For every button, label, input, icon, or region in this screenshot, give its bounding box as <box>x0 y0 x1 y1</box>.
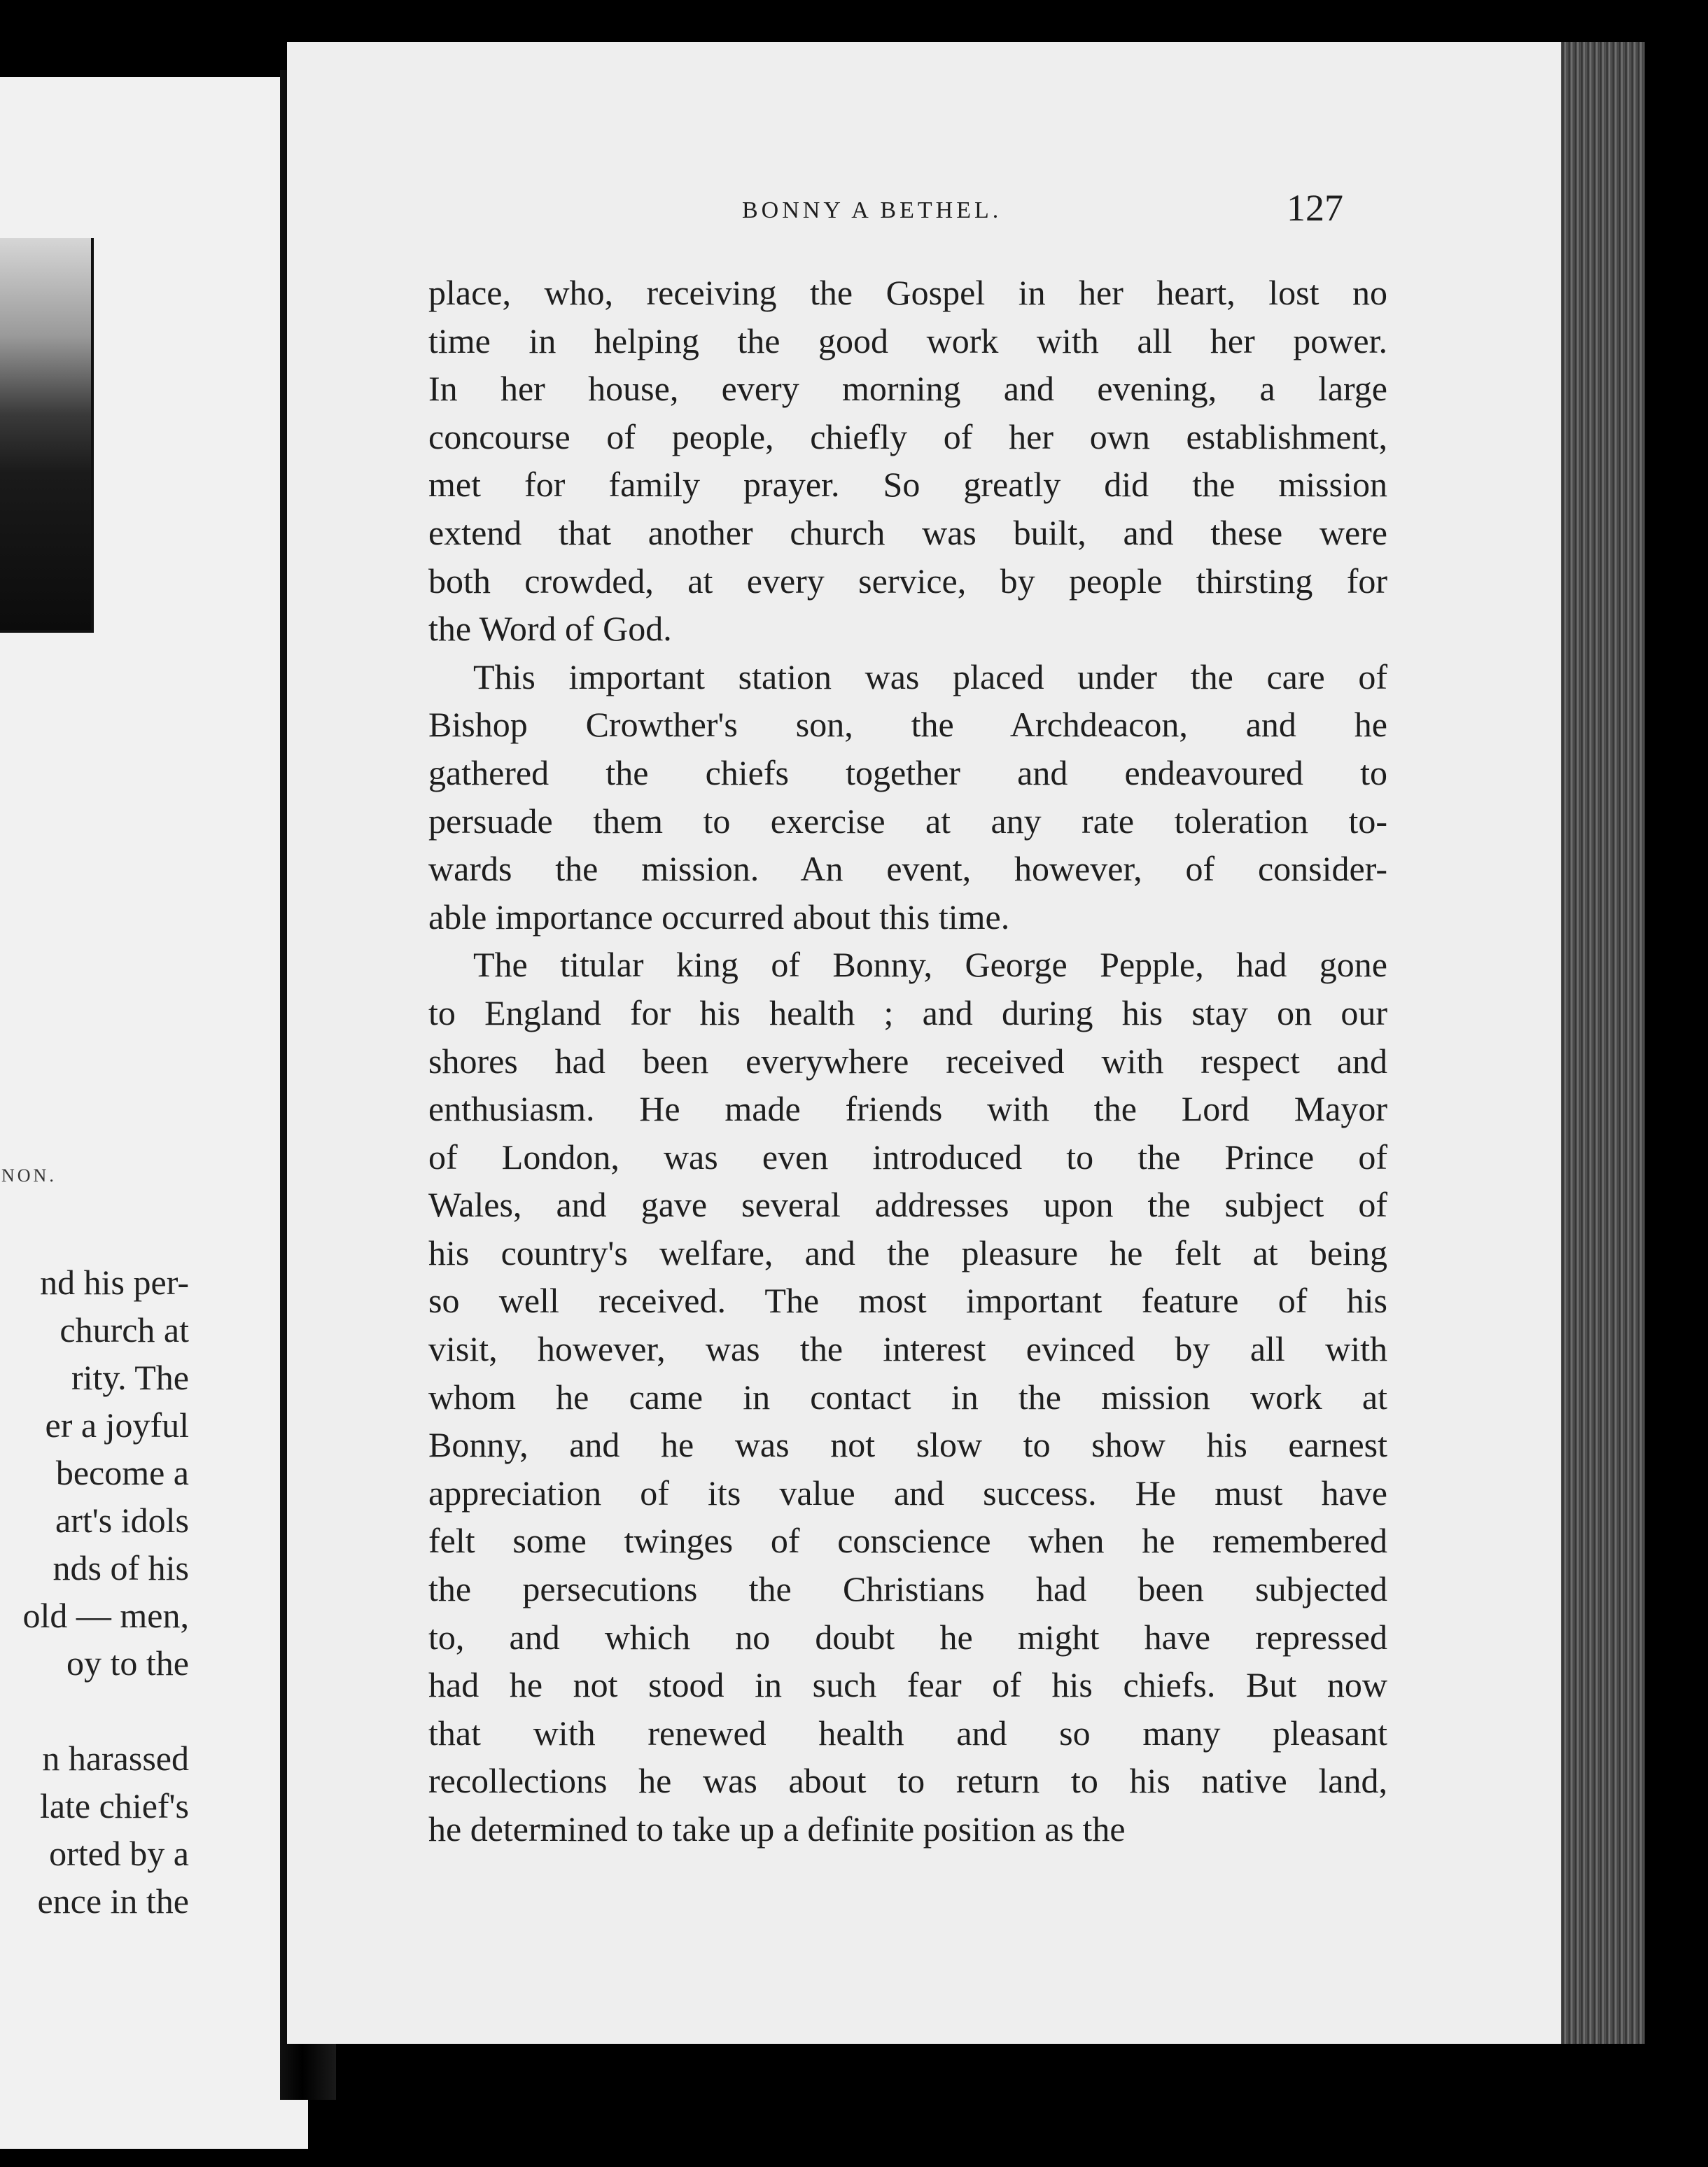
text-line: time in helping the good work with all her power. <box>428 321 1387 360</box>
left-page-caption: NON. <box>1 1165 57 1186</box>
text-line: whom he came in contact in the mission work at <box>428 1377 1387 1417</box>
text-line: visit, however, was the interest evinced by all with <box>428 1329 1387 1369</box>
text-line: wards the mission. An event, however, of consider- <box>428 849 1387 889</box>
left-page-text-line: er a joyful <box>45 1405 189 1445</box>
text-line: In her house, every morning and evening, a large <box>428 369 1387 409</box>
text-line: gathered the chiefs together and endeavoured to <box>428 752 1387 792</box>
text-line: met for family prayer. So greatly did the mission <box>428 465 1387 505</box>
left-page-illustration <box>0 238 94 633</box>
text-line: his country's welfare, and the pleasure he felt at being <box>428 1233 1387 1272</box>
left-page-text-line: become a <box>55 1453 189 1492</box>
left-page-text-line: church at <box>59 1310 189 1349</box>
text-line: Bishop Crowther's son, the Archdeacon, and he <box>428 705 1387 745</box>
paragraph <box>428 653 1387 941</box>
text-line: extend that another church was built, and these were <box>428 512 1387 552</box>
text-line: felt some twinges of conscience when he remembered <box>428 1521 1387 1561</box>
left-page-text-line: old — men, <box>22 1596 189 1635</box>
text-line: Wales, and gave several addresses upon the subject of <box>428 1185 1387 1225</box>
text-line: place, who, receiving the Gospel in her heart, lost no <box>428 273 1387 312</box>
running-head: BONNY A BETHEL. <box>742 197 1002 223</box>
left-page-text-line: ence in the <box>37 1881 189 1921</box>
text-line: able importance occurred about this time. <box>428 897 1010 937</box>
left-page-text-line: orted by a <box>49 1834 189 1873</box>
text-line: Bonny, and he was not slow to show his earnest <box>428 1425 1387 1465</box>
page-number: 127 <box>1287 187 1343 229</box>
left-facing-page <box>0 77 308 2149</box>
left-page-text-line: oy to the <box>66 1643 189 1683</box>
text-line: had he not stood in such fear of his chiefs. But now <box>428 1665 1387 1705</box>
left-page-text-line: n harassed <box>42 1739 189 1778</box>
paragraph <box>428 941 1387 1853</box>
text-line: persuade them to exercise at any rate toleration to- <box>428 801 1387 841</box>
left-page-text-line: late chief's <box>39 1786 189 1825</box>
page-edges <box>1561 42 1645 2044</box>
left-page-text <box>0 1258 189 1925</box>
text-line: he determined to take up a definite position as the <box>428 1809 1126 1849</box>
text-line: appreciation of its value and success. He must have <box>428 1473 1387 1513</box>
text-line: recollections he was about to return to his native land, <box>428 1761 1387 1801</box>
text-line: This important station was placed under the care of <box>473 657 1387 696</box>
text-line: shores had been everywhere received with respect and <box>428 1041 1387 1081</box>
text-line: the Word of God. <box>428 609 672 649</box>
text-line: that with renewed health and so many pleasant <box>428 1713 1387 1753</box>
text-line: to England for his health ; and during his stay on our <box>428 993 1387 1032</box>
left-page-text-line: art's idols <box>55 1501 189 1540</box>
paragraph <box>428 269 1387 653</box>
left-page-text-line: rity. The <box>71 1358 189 1397</box>
text-line: to, and which no doubt he might have repressed <box>428 1617 1387 1657</box>
text-line: concourse of people, chiefly of her own establishment, <box>428 416 1387 456</box>
text-line: so well received. The most important feature of his <box>428 1281 1387 1321</box>
text-line: both crowded, at every service, by people thirsting for <box>428 561 1387 601</box>
text-line: of London, was even introduced to the Prince of <box>428 1137 1387 1177</box>
left-page-text-line: nds of his <box>52 1548 189 1587</box>
body-text <box>428 269 1387 1853</box>
left-page-text-line <box>0 1687 189 1734</box>
text-line: The titular king of Bonny, George Pepple, had gone <box>473 945 1387 985</box>
text-line: enthusiasm. He made friends with the Lord Mayor <box>428 1089 1387 1129</box>
left-page-text-line: nd his per- <box>40 1263 189 1302</box>
text-line: the persecutions the Christians had been subjected <box>428 1569 1387 1609</box>
